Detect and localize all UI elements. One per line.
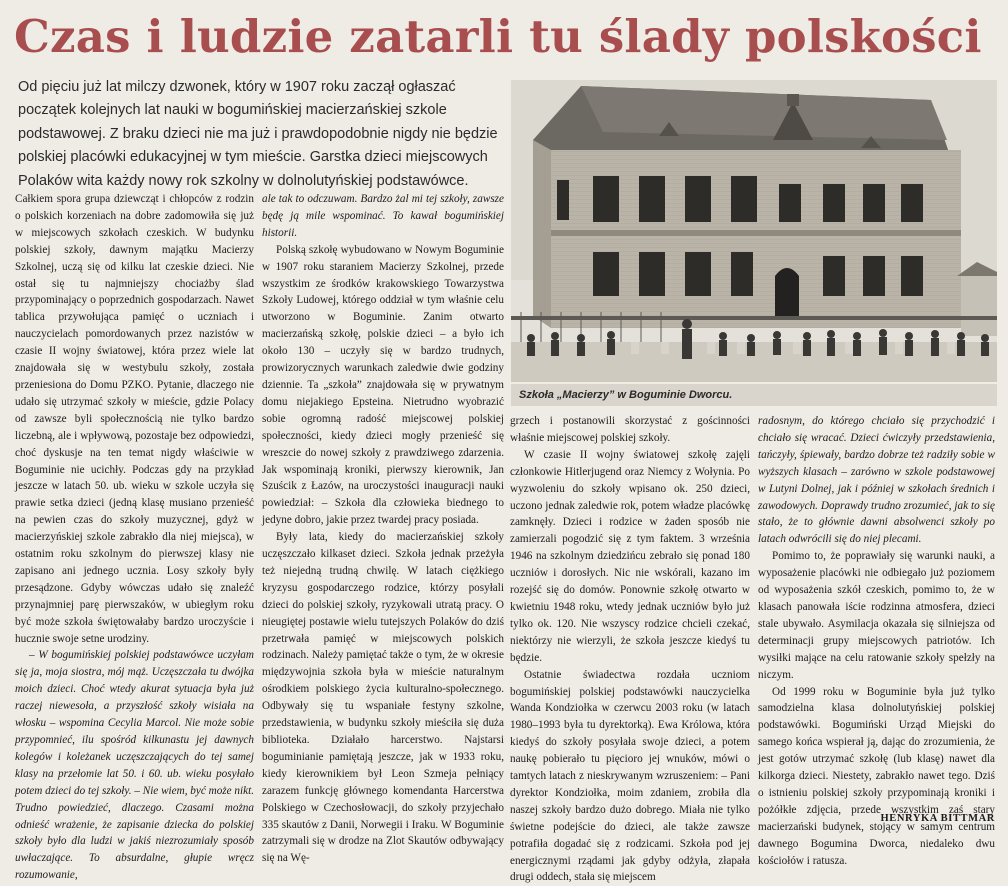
paragraph: Polską szkołę wybudowano w Nowym Boguminie w 1907 roku staraniem Macierzy Szkolnej, przede wszystkim ze środków krakowskiego Towarzystwa Szkoły Ludowej, którego oddział w tym właśnie celu utworzono w Boguminie. Zanim otwarto macierzańską szkołę, polskie dzieci – a było ich około 130 – uczyły się w bardzo trudnych, prowizorycznych warunkach zaledwie dwie godziny dziennie. Ta „szkoła” znajdowała się w prywatnym domu niejakiego Epsteina. Nietrudno wyobrazić sobie ogromną radość miejscowej polskiej społeczności, kiedy dzieci mogły przenieść się wreszcie do nowej szkoły z prawdziwego zdarzenia. Jak wspominają kroniki, pierwszy kierownik, Jan Szuścik z Łazów, na uroczystości inauguracji nauki powiedział: – Szkoła dla człowieka biednego to jedyne dobro, jakie przez twardej pracy posiada. bbox=[262, 243, 504, 527]
paragraph: Całkiem spora grupa dziewcząt i chłopców z rodzin o polskich korzeniach na dobre zadomowiła się już w miejscowych szkołach czeskich. W budynku polskiej szkoły, dawnym majątku Macierzy Szkolnej, uczą się od kilku lat czeskie dzieci. Nie ostał się tu najmniejszy chociażby ślad przypominający o poprzednich gospodarzach. Nawet tablica przywołująca pamięć o uczniach i nauczycielach pomordowanych przez nazistów w czasie II wojny światowej, która przez wiele lat znajdowała się w westybulu szkoły, została przeniesiona do Domu PZKO. Pytanie, dlaczego nie udało się utrzymać szkoły w mieście, gdzie Polacy od zawsze byli społecznością nie tylko bardzo liczebną, ale i wpływową, pozostaje bez odpowiedzi, choć dyskusje na ten temat nigdy właściwie w Boguminie nie ucichły. Podczas gdy na przykład jeszcze w latach 50. ub. wieku w szkole uczyła się prawie setka dzieci (jedną klasę musiano przenieść na pewien czas do szkoły muzycznej, gdyż w macierzyńskiej szkole zabrakło dla niej miejsca), w ostatnim roku szkolnym do pierwszej klasy nie zapisano ani jednego ucznia. Losy szkoły były przesądzone. Gdyby wówczas udało się znaleźć przynajmniej parę pierwszaków, w ubiegłym roku być może szkoła świętowałaby bardzo uroczyście i hucznie swoje setne urodziny. bbox=[15, 193, 254, 645]
school-photo bbox=[511, 80, 997, 382]
paragraph: radosnym, do którego chciało się przychodzić i chciało się wracać. Dzieci ćwiczyły przedstawienia, tańczyły, śpiewały, bardzo dobrze też radziły sobie w wyższych klasach – zarówno w szkole podstawowej w Lutyni Dolnej, jak i później w szkołach średnich i zawodowych. Doprawdy trudno zrozumieć, jak to się stało, że to głównie dawni absolwenci szkoły po latach odwrócili się do niej plecami. bbox=[758, 415, 995, 546]
author-byline: HENRYKA BITTMAR bbox=[880, 813, 995, 824]
article-column-2 bbox=[262, 191, 504, 865]
paragraph: Od 1999 roku w Boguminie była już tylko samodzielna klasa dolnolutyńskiej polskiej podstawówki. Bogumiński Urząd Miejski do samego końca wspierał ją, dając do zrozumienia, że jest gotów utrzymać szkołę (lub klasę) nawet dla kilkorga dzieci. Niestety, zabrakło nawet tego. Dziś o istnieniu polskiej szkoły przypominają kroniki i pożółkłe zdjęcia, przede wszystkim zaś stary macierzański budynek, stojący w samym centrum dawnego Bogumina Dworca, niedaleko dwu kościołów i ratusza. bbox=[758, 685, 995, 867]
paragraph: Były lata, kiedy do macierzańskiej szkoły uczęszczało kilkaset dzieci. Szkoła jednak przeżyła też niejedną trudną chwilę. W latach ciężkiego kryzysu gospodarczego rodzice, którzy posyłali dzieci do polskiej szkoły, ryzykowali utratą pracy. O nieugiętej postawie wielu tutejszych Polaków do dziś przetrwała pamięć w miejscowych polskich rodzinach. Należy pamiętać także o tym, że w okresie międzywojnia szkoła była w mieście naturalnym ośrodkiem polskiego życia kulturalno-społecznego. Odbywały się tu wspaniałe festyny szkolne, przedstawienia, w budynku szkoły mieściła się duża biblioteka. Działało harcerstwo. Najstarsi boguminianie pamiętają jeszcze, jak w 1933 roku, kiedy kierownikiem był Leon Szmeja pełniący zarazem funkcję głównego komendanta Harcerstwa Polskiego w Czechosłowacji, do szkoły przyjechało 335 skautów z Danii, Norwegii i Iraku. W Boguminie zatrzymali się w drodze na Zlot Skautów odbywający się na Wę- bbox=[262, 531, 504, 865]
paragraph: Ostatnie świadectwa rozdała uczniom bogumińskiej polskiej podstawówki nauczycielka Wanda Kondziołka w czerwcu 2003 roku (w latach 1980–1993 była tu dyrektorką). Ewa Królowa, która kiedyś do szkoły posyłała swoje dzieci, a potem naukę pobierało tu pięcioro jej wnuków, mówi o tamtych latach z nieskrywanym wzruszeniem: – Pani dyrektor Kondziołka, moim zdaniem, zrobiła dla naszej szkoły bardzo dużo dobrego. Miała nie tylko świetne podejście do dzieci, ale także zawsze potrafiła dogadać się z rodzicami. Szkoła pod jej energicznymi rządami jak gdyby odżyła, złapała drugi oddech, stała się miejscem bbox=[510, 668, 750, 884]
paragraph: – W bogumińskiej polskiej podstawówce uczyłam się ja, moja siostra, mój mąż. Uczęszczała tu dwójka moich dzieci. Choć wtedy akurat sytuacja była już raczej niewesoła, a przyszłość szkoły wisiała na włosku – wspomina Cecylia Marcol. Nie może sobie przypomnieć, ilu spośród kilkunastu jej dawnych kolegów i koleżanek uczęszczających do tej samej klasy na przełomie lat 50. i 60. ub. wieku posyłało potem dzieci do tej szkoły. – Nie wiem, być może nikt. Trudno powiedzieć, dlaczego. Czasami można odnieść wrażenie, że zapisanie dziecka do polskiej szkoły było dla ludzi w jakiś niezrozumiały sposób uwłaczające. To absurdalne, głupie wręcz rozumowanie, bbox=[15, 649, 254, 882]
headline: Czas i ludzie zatarli tu ślady polskości bbox=[14, 10, 982, 63]
paragraph: grzech i postanowili skorzystać z gościnności właśnie miejscowej polskiej szkoły. bbox=[510, 415, 750, 444]
lead-paragraph: Od pięciu już lat milczy dzwonek, który w 1907 roku zaczął ogłaszać początek kolejnych lat nauki w bogumińskiej macierzańskiej szkole podstawowej. Z braku dzieci nie ma już i prawdopodobnie nigdy nie będzie polskiej placówki edukacyjnej w tym mieście. Garstka dzieci miejscowych Polaków wita każdy nowy rok szkolny w dolnolutyńskiej podstawówce. bbox=[18, 79, 498, 189]
article-column-1 bbox=[15, 191, 254, 882]
photo-caption: Szkoła „Macierzy” w Boguminie Dworcu. bbox=[511, 384, 997, 406]
paragraph: W czasie II wojny światowej szkołę zajęli członkowie Hitlerjugend oraz Niemcy z Wołynia. Po wyzwoleniu do szkoły wpisano ok. 250 dzieci, uczono jednak zaledwie rok, potem władze placówkę zamknęły. Dzieci i rodzice w żaden sposób nie zamierzali pogodzić się z tym faktem. 3 września 1946 na szkolnym dziedzińcu zebrało się ponad 180 uczniów i dorosłych. Nic nie wskórali, kazano im rozejść się do domów. Ponownie szkołę otwarto w kwietniu 1948 roku, wtedy jednak uczniów było już tylko ok. 120. Nie wszyscy rodzice chcieli czekać, niektórzy nie wierzyli, że szkoła jeszcze kiedyś tu będzie. bbox=[510, 448, 750, 664]
paragraph: Pomimo to, że poprawiały się warunki nauki, a wyposażenie placówki nie odbiegało już poziomem od wyposażenia szkół czeskich, pomimo to, że w klasach panowała iście rodzinna atmosfera, dzieci stale ubywało. Asymilacja okazała się silniejsza od determinacji grupy miejscowych patriotów. Ich wysiłki mające na celu ratowanie szkoły spełzły na niczym. bbox=[758, 550, 995, 681]
article-column-3 bbox=[510, 413, 750, 884]
paragraph: ale tak to odczuwam. Bardzo żal mi tej szkoły, zawsze będę ją mile wspominać. To kawał bogumińskiej historii. bbox=[262, 193, 504, 239]
